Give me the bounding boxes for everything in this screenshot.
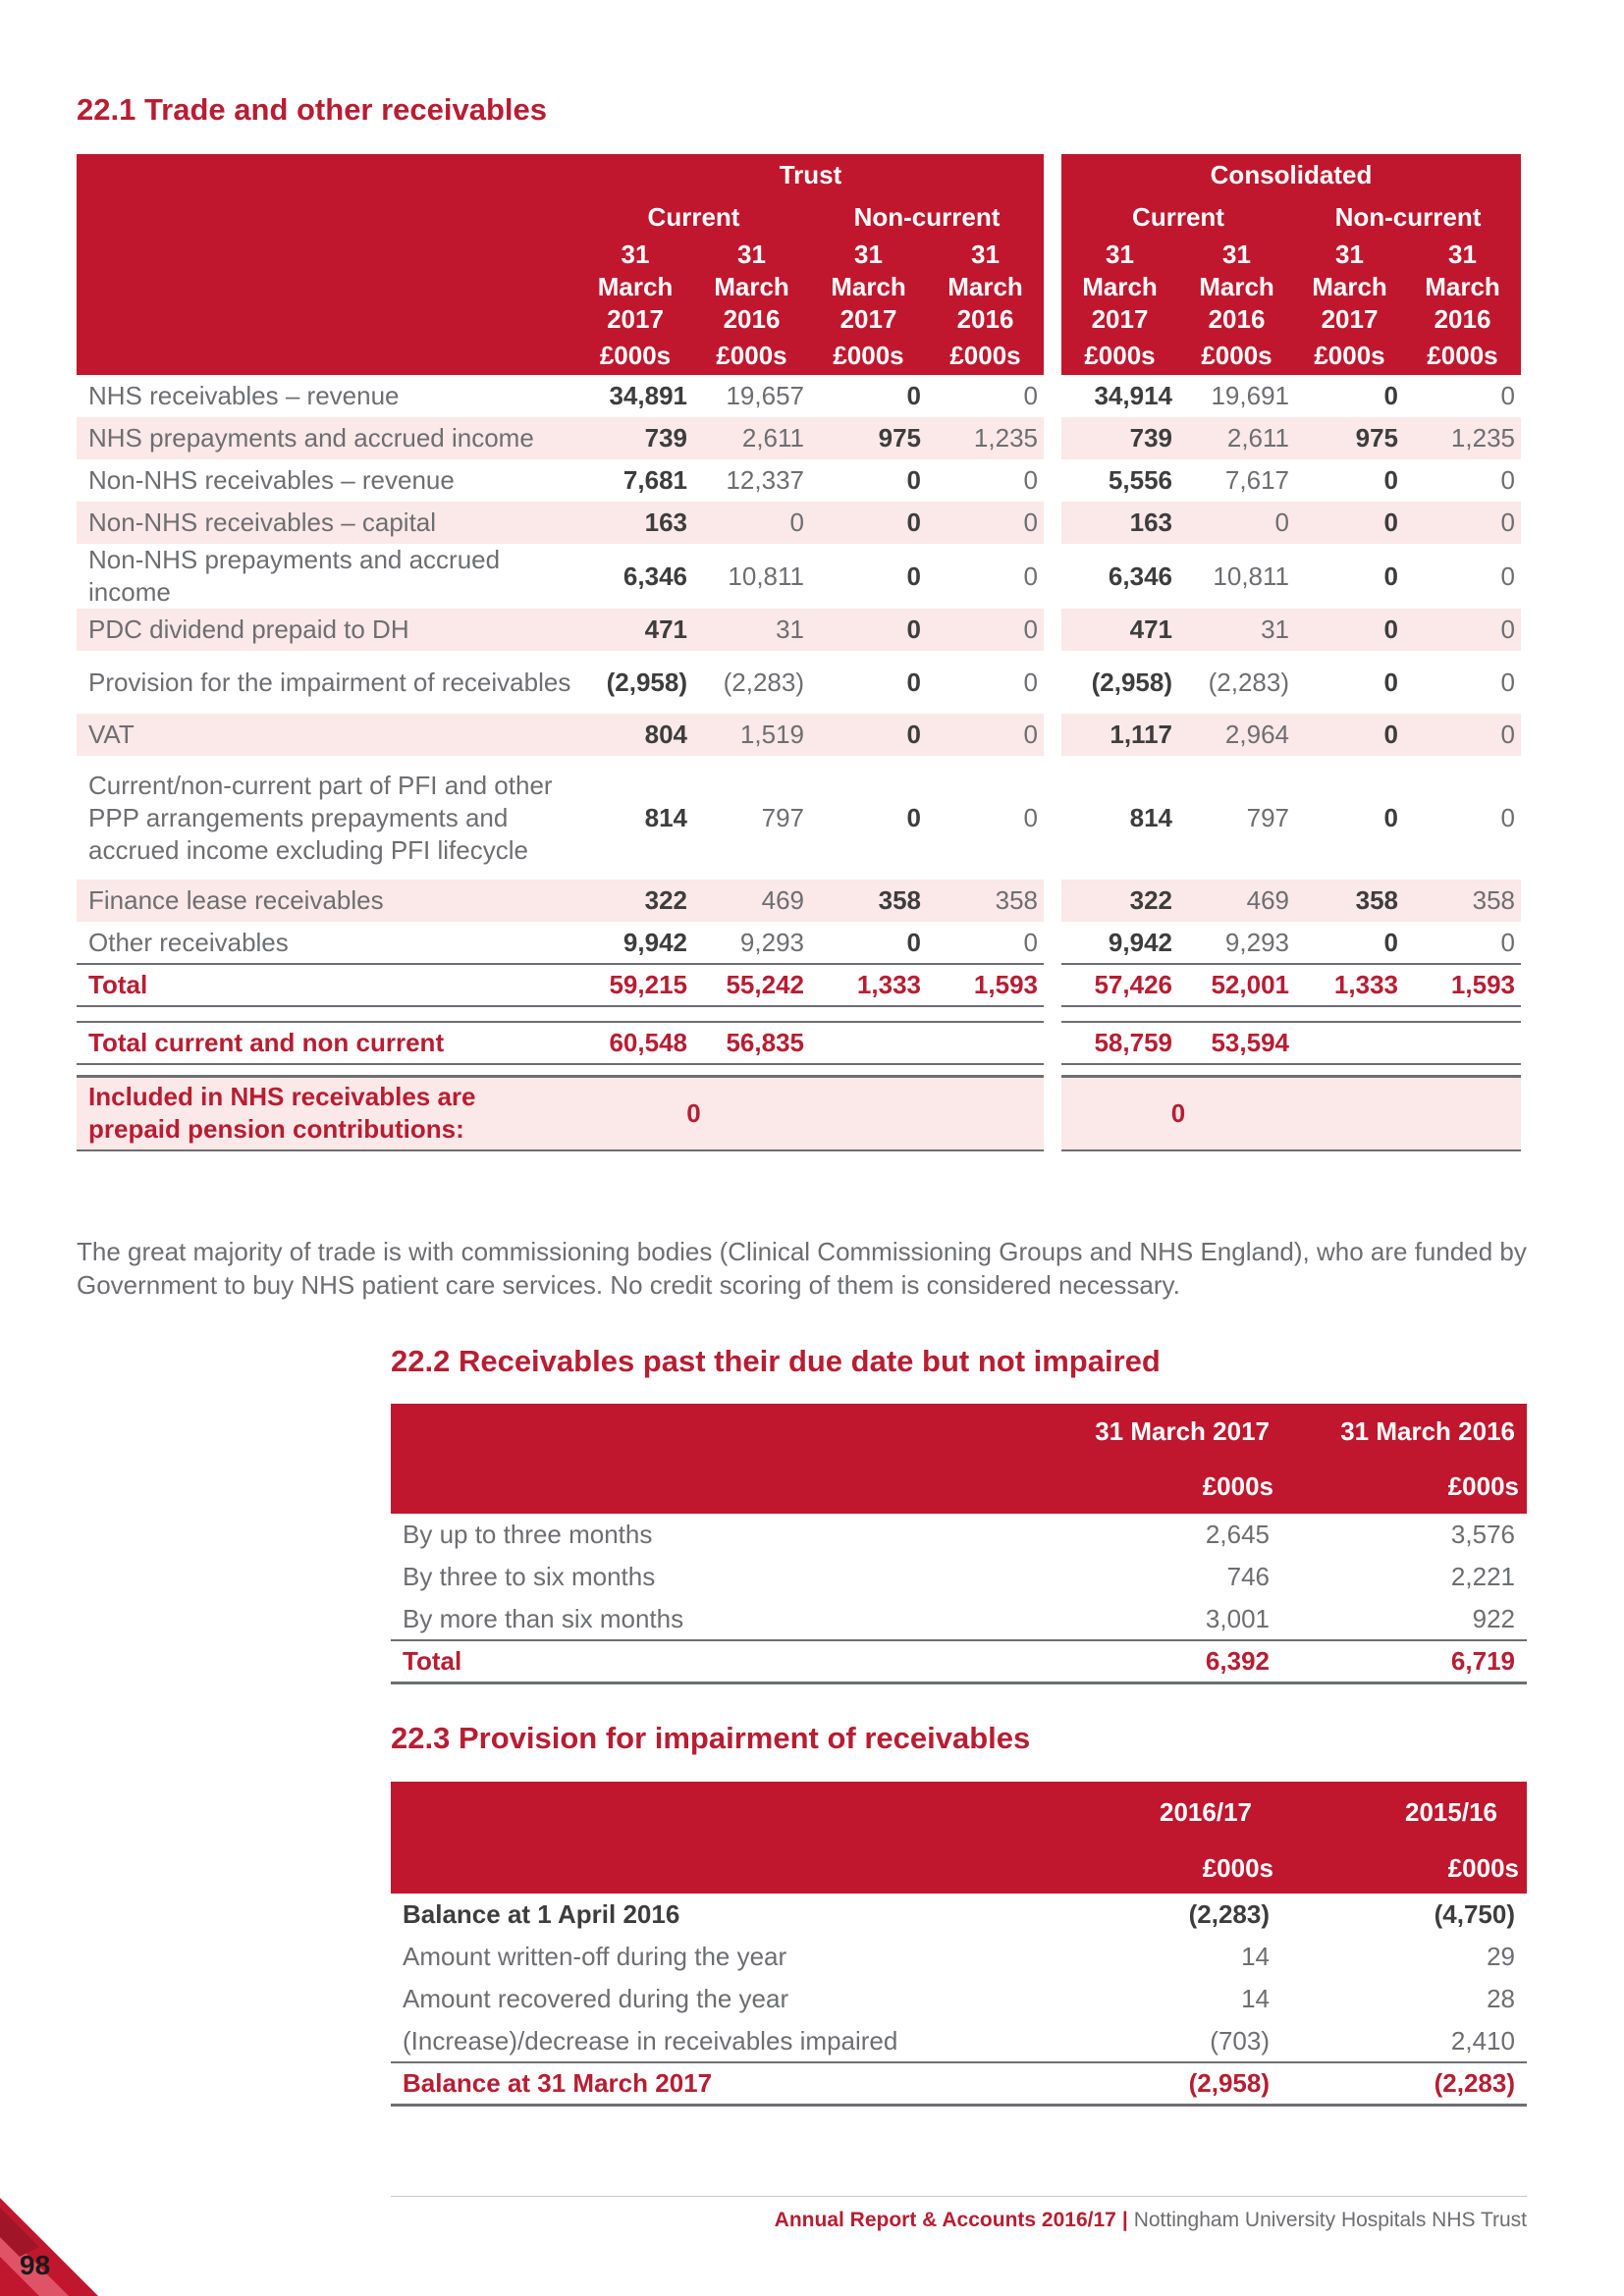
cell-value: 14: [1241, 1942, 1270, 1971]
row-label: PDC dividend prepaid to DH: [77, 609, 577, 651]
table-row: [77, 880, 1521, 922]
provision-header-row: [391, 1782, 1527, 1842]
unit-header: £000s: [1281, 1459, 1527, 1514]
cell-value: 0: [1023, 561, 1038, 591]
cell-value: 739: [1061, 417, 1178, 459]
cell-value: 1,235: [927, 417, 1044, 459]
row-label: NHS prepayments and accrued income: [77, 417, 577, 459]
footer-rule: [391, 2196, 1527, 2197]
noncurrent-header: Non-current: [1295, 196, 1521, 239]
section-title-22-2: 22.2 Receivables past their due date but not impaired: [391, 1344, 1161, 1378]
cell-value: 0: [693, 502, 810, 544]
cell-value: 0: [1404, 714, 1521, 756]
cell-value: 0: [1500, 561, 1515, 591]
cell-value: 3,576: [1450, 1520, 1515, 1549]
cell-value: 922: [1472, 1603, 1515, 1633]
cell-value: 0: [1383, 667, 1398, 697]
cell-value: 739: [577, 417, 693, 459]
cell-value: 0: [906, 667, 921, 697]
cell-value: 7,681: [623, 465, 687, 495]
cell-value: 2,611: [693, 417, 810, 459]
cell-value: 0: [1295, 502, 1404, 544]
cell-value: 0: [1500, 802, 1515, 832]
cell-value: 0: [810, 502, 927, 544]
section-title-22-3: 22.3 Provision for impairment of receivables: [391, 1721, 1031, 1755]
cell-value: 0: [906, 802, 921, 832]
cell-value: (703): [1210, 2025, 1270, 2056]
date-header: 31 March 2016: [1178, 239, 1295, 336]
table-row: [77, 922, 1521, 964]
cell-value: 0: [1023, 381, 1038, 410]
unit-header: £000s: [1036, 1842, 1281, 1894]
cell-value: 0: [1500, 667, 1515, 697]
cell-value: 6,346: [623, 561, 687, 591]
cell-value: 14: [1241, 1984, 1270, 2013]
pension-contributions-row: Included in NHS receivables are prepaid pension contributions: 0 0: [77, 1076, 1521, 1150]
cell-value: 0: [906, 465, 921, 495]
cell-value: 975: [1295, 417, 1404, 459]
row-label: Non-NHS prepayments and accrued income: [88, 545, 501, 607]
row-label: By three to six months: [403, 1562, 656, 1591]
unit-header: £000s: [1404, 336, 1521, 375]
cell-value: (2,958): [606, 667, 687, 697]
cell-value: 358: [810, 880, 927, 922]
date-header: 31 March 2016: [1404, 239, 1521, 336]
cell-value: 804: [577, 714, 693, 756]
cell-value: 471: [1061, 609, 1178, 651]
cell-value: 19,691: [1211, 381, 1289, 410]
past-due-total-row: Total 6,392 6,719: [391, 1640, 1527, 1682]
cell-value: 34,891: [609, 381, 687, 410]
page-number: 98: [20, 2250, 51, 2280]
cell-value: 163: [1061, 502, 1178, 544]
cell-value: 0: [927, 502, 1044, 544]
date-header: 31 March 2017: [1061, 239, 1178, 336]
row-label: Non-NHS receivables – revenue: [88, 465, 455, 495]
cell-value: 2,410: [1450, 2025, 1515, 2056]
unit-header: £000s: [810, 336, 927, 375]
unit-header: £000s: [577, 336, 693, 375]
cell-value: 29: [1487, 1942, 1515, 1971]
cell-value: 797: [1246, 802, 1289, 832]
cell-value: 0: [906, 927, 921, 957]
table-row: [391, 1598, 1527, 1640]
col-header: 2016/17: [1036, 1782, 1281, 1842]
header-group-row: [77, 154, 1521, 196]
header-period-row: [77, 196, 1521, 239]
cell-value: 0: [1383, 381, 1398, 410]
unit-header: £000s: [1061, 336, 1178, 375]
cell-value: 2,645: [1205, 1520, 1270, 1549]
row-label: Balance at 1 April 2016: [403, 1899, 680, 1929]
unit-header: £000s: [1178, 336, 1295, 375]
cell-value: 0: [1178, 502, 1295, 544]
cell-value: 0: [810, 714, 927, 756]
cell-value: 0: [927, 714, 1044, 756]
header-unit-row: [77, 336, 1521, 375]
cell-value: 469: [1178, 880, 1295, 922]
cell-value: 0: [1404, 609, 1521, 651]
unit-header: £000s: [927, 336, 1044, 375]
cell-value: 814: [1129, 802, 1172, 832]
unit-header: £000s: [1281, 1842, 1527, 1894]
col-header: 31 March 2017: [1036, 1404, 1281, 1459]
cell-value: 0: [1500, 927, 1515, 957]
cell-value: 471: [577, 609, 693, 651]
cell-value: 1,235: [1404, 417, 1521, 459]
cell-value: 322: [577, 880, 693, 922]
row-label: By up to three months: [403, 1520, 653, 1549]
unit-header: £000s: [1295, 336, 1404, 375]
date-header: 31 March 2016: [927, 239, 1044, 336]
col-header: 2015/16: [1281, 1782, 1527, 1842]
row-label: Finance lease receivables: [77, 880, 577, 922]
cell-value: 0: [1023, 802, 1038, 832]
table-row: [77, 756, 1521, 880]
table-row: [391, 1978, 1527, 2020]
cell-value: 0: [810, 609, 927, 651]
trust-header: Trust: [577, 154, 1044, 196]
cell-value: 0: [1383, 465, 1398, 495]
total-current-noncurrent-row: Total current and non current 60,548 56,835 58,759 53,594: [77, 1022, 1521, 1064]
cell-value: 34,914: [1094, 381, 1172, 410]
cell-value: 2,964: [1178, 714, 1295, 756]
cell-value: 2,611: [1178, 417, 1295, 459]
date-header: 31 March 2017: [810, 239, 927, 336]
unit-header: £000s: [693, 336, 810, 375]
provision-unit-row: [391, 1842, 1527, 1894]
cell-value: 322: [1061, 880, 1178, 922]
cell-value: 1,519: [693, 714, 810, 756]
table-row: [77, 609, 1521, 651]
cell-value: 0: [927, 609, 1044, 651]
table-row: [391, 1894, 1527, 1936]
cell-value: 3,001: [1205, 1603, 1270, 1633]
cell-value: 9,942: [623, 927, 687, 957]
cell-value: 7,617: [1224, 465, 1289, 495]
table-row: [77, 417, 1521, 459]
date-header: 31 March 2017: [1295, 239, 1404, 336]
total-row: Total 59,215 55,242 1,333 1,593 57,426 52,001 1,333 1,593: [77, 964, 1521, 1006]
cell-value: 469: [693, 880, 810, 922]
cell-value: 0: [1404, 502, 1521, 544]
table-row: [391, 1936, 1527, 1978]
col-header: 31 March 2016: [1281, 1404, 1527, 1459]
cell-value: 19,657: [726, 381, 804, 410]
provision-balance-row: Balance at 31 March 2017 (2,958) (2,283): [391, 2062, 1527, 2105]
trade-note: The great majority of trade is with commissioning bodies (Clinical Commissioning Groups and NHS England), who are funded by Government to buy NHS patient care services. No credit scoring of them is considered necessary.: [77, 1237, 1527, 1300]
cell-value: 0: [1383, 927, 1398, 957]
cell-value: 0: [1023, 927, 1038, 957]
row-label: Non-NHS receivables – capital: [77, 502, 577, 544]
impairment-provision-table: [391, 1782, 1527, 2107]
cell-value: (2,283): [1188, 1899, 1270, 1929]
row-label: By more than six months: [403, 1603, 684, 1633]
cell-value: 163: [577, 502, 693, 544]
row-label: Current/non-current part of PFI and other PPP arrangements prepayments and accrued income excluding PFI lifecycle: [88, 770, 553, 865]
row-label: Amount written-off during the year: [403, 1942, 787, 1971]
table-row: [77, 714, 1521, 756]
cell-value: 0: [1023, 667, 1038, 697]
cell-value: 0: [1295, 609, 1404, 651]
cell-value: 12,337: [726, 465, 804, 495]
cell-value: 2,221: [1450, 1562, 1515, 1591]
cell-value: 0: [906, 561, 921, 591]
date-header: 31 March 2016: [693, 239, 810, 336]
cell-value: 746: [1226, 1562, 1270, 1591]
cell-value: 0: [1500, 465, 1515, 495]
noncurrent-header: Non-current: [810, 196, 1044, 239]
table-row: [77, 502, 1521, 544]
trade-receivables-table: [77, 154, 1521, 1151]
table-row: [391, 2020, 1527, 2062]
cell-value: 0: [1023, 465, 1038, 495]
past-due-unit-row: [391, 1459, 1527, 1514]
row-label: (Increase)/decrease in receivables impaired: [403, 2025, 898, 2056]
cell-value: (2,958): [1091, 667, 1172, 697]
row-label: Other receivables: [88, 927, 289, 957]
row-label: NHS receivables – revenue: [88, 381, 400, 410]
cell-value: 6,346: [1108, 561, 1172, 591]
cell-value: 358: [1404, 880, 1521, 922]
cell-value: (4,750): [1434, 1899, 1515, 1929]
table-row: [77, 375, 1521, 417]
table-row: [391, 1514, 1527, 1556]
cell-value: 358: [927, 880, 1044, 922]
organisation-name: Nottingham University Hospitals NHS Trust: [1133, 2209, 1527, 2231]
cell-value: 28: [1487, 1984, 1515, 2013]
table-row: [391, 1556, 1527, 1598]
cell-value: 5,556: [1108, 465, 1172, 495]
cell-value: 31: [1178, 609, 1295, 651]
current-header: Current: [1061, 196, 1295, 239]
cell-value: 9,942: [1108, 927, 1172, 957]
cell-value: 10,811: [1213, 561, 1289, 591]
cell-value: 9,293: [739, 927, 804, 957]
footer-separator: |: [1121, 2209, 1128, 2231]
cell-value: 814: [644, 802, 687, 832]
corner-graphic: [0, 2198, 98, 2296]
cell-value: 1,117: [1061, 714, 1178, 756]
cell-value: 0: [1383, 561, 1398, 591]
cell-value: (2,283): [1208, 667, 1289, 697]
cell-value: 0: [906, 381, 921, 410]
date-header: 31 March 2017: [577, 239, 693, 336]
cell-value: 975: [810, 417, 927, 459]
cell-value: 9,293: [1224, 927, 1289, 957]
cell-value: (2,283): [723, 667, 804, 697]
page-footer: [391, 2209, 1527, 2232]
cell-value: 0: [1295, 714, 1404, 756]
report-title: Annual Report & Accounts 2016/17: [774, 2209, 1116, 2231]
consolidated-header: Consolidated: [1061, 154, 1521, 196]
current-header: Current: [577, 196, 810, 239]
cell-value: 358: [1295, 880, 1404, 922]
past-due-table: [391, 1404, 1527, 1684]
table-row: [77, 544, 1521, 609]
header-date-row: [77, 239, 1521, 336]
cell-value: 797: [761, 802, 804, 832]
cell-value: 0: [1500, 381, 1515, 410]
past-due-header-row: [391, 1404, 1527, 1459]
cell-value: 0: [1383, 802, 1398, 832]
cell-value: 31: [693, 609, 810, 651]
table-row: [77, 459, 1521, 502]
section-title-22-1: 22.1 Trade and other receivables: [77, 92, 548, 127]
table-row: [77, 651, 1521, 714]
cell-value: 10,811: [728, 561, 804, 591]
row-label: Provision for the impairment of receivables: [88, 667, 571, 697]
row-label: VAT: [77, 714, 577, 756]
unit-header: £000s: [1036, 1459, 1281, 1514]
row-label: Amount recovered during the year: [403, 1984, 789, 2013]
